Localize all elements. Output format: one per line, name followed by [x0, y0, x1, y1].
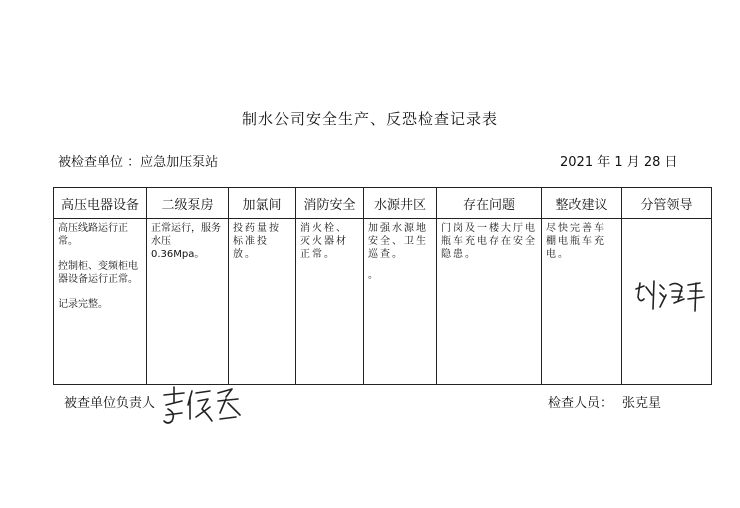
cell-issues-text: 门岗及一楼大厅电瓶车充电存在安全隐患。: [441, 223, 537, 260]
cell-well-note: 。: [368, 270, 380, 281]
header-hv-equipment: 高压电器设备: [54, 188, 147, 219]
inspector-label: 检查人员：: [548, 396, 614, 411]
header-leader: 分管领导: [622, 188, 712, 219]
cell-chlorine: [229, 219, 296, 385]
cell-suggestions: [542, 219, 622, 385]
cell-chlorine-text: 投药量按标准投放。: [233, 223, 281, 260]
cell-hv: [54, 219, 147, 385]
cell-hv-line: 高压线路运行正常。: [58, 223, 128, 247]
cell-hv-record: 记录完整。: [58, 299, 108, 310]
cell-hv-cabinet: 控制柜、变频柜电器设备运行正常。: [58, 261, 138, 285]
table-row: [54, 219, 712, 385]
cell-issues: [437, 219, 542, 385]
inspected-unit: 被检查单位 ：应急加压泵站: [58, 155, 219, 170]
header-fire-safety: 消防安全: [296, 188, 364, 219]
header-suggestions: 整改建议: [542, 188, 622, 219]
inspection-date: 2021 年 1 月 28 日: [560, 155, 678, 170]
header-issues: 存在问题: [437, 188, 542, 219]
responsible-signature: [160, 383, 245, 428]
header-pump-room: 二级泵房: [147, 188, 229, 219]
inspector-name: 张克星: [622, 396, 662, 411]
header-chlorine-room: 加氯间: [229, 188, 296, 219]
cell-suggestions-text: 尽快完善车棚电瓶车充电。: [546, 223, 606, 260]
inspection-table: [53, 187, 712, 385]
cell-fire-text: 消火栓、灭火器材正常。: [300, 223, 348, 260]
responsible-label: 被查单位负责人: [64, 396, 156, 411]
cell-well-text: 加强水源地安全、卫生巡查。: [368, 223, 428, 260]
cell-pump: [147, 219, 229, 385]
cell-fire: [296, 219, 364, 385]
document-title: 制水公司安全生产、反恐检查记录表: [241, 110, 498, 128]
cell-well: [364, 219, 437, 385]
leader-signature: [630, 275, 710, 315]
header-well-area: 水源井区: [364, 188, 437, 219]
cell-pump-text: 正常运行，服务水压0.36Mpa。: [151, 223, 221, 260]
table-header-row: [54, 188, 712, 219]
